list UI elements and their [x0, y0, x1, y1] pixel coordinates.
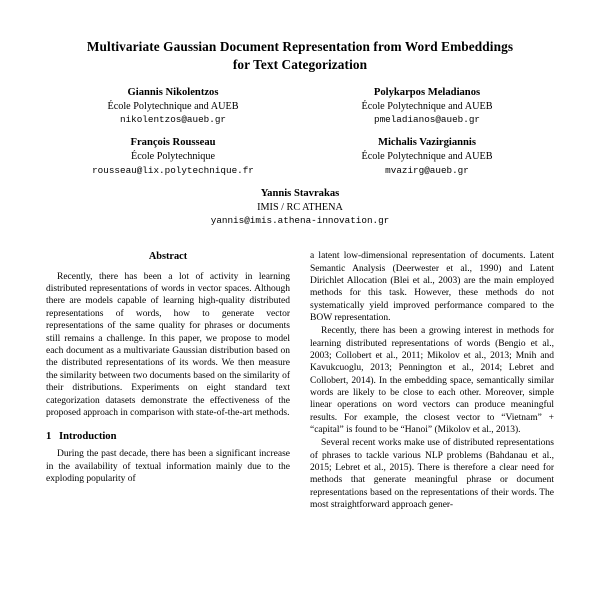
author-email[interactable]: pmeladianos@aueb.gr	[373, 114, 480, 126]
page-title	[46, 38, 554, 74]
author-entry-1	[46, 86, 300, 127]
abstract-heading: Abstract	[148, 251, 188, 263]
left-column	[46, 250, 290, 511]
author-name: Giannis Nikolentzos	[127, 86, 219, 98]
abstract-body	[46, 271, 290, 420]
section-number: 1	[46, 431, 52, 443]
author-name: Polykarpos Meladianos	[373, 86, 481, 98]
author-entry-2	[300, 86, 554, 127]
author-email[interactable]: yannis@imis.athena-innovation.gr	[210, 215, 390, 227]
author-affiliation: École Polytechnique	[130, 151, 216, 163]
author-row	[46, 86, 554, 136]
author-entry-4	[300, 136, 554, 177]
author-name: Michalis Vazirgiannis	[377, 137, 476, 149]
body-paragraph: Several recent works make use of distributed representations of phrases to tackle various NLP problems (Bahdanau et al., 2015; Lebret et al., 2015). There is therefore a clear need for methods that generate meaningful phrase or document representations based on the representations of their words. The most straightforward approach gener-	[310, 438, 554, 511]
author-affiliation: École Polytechnique and AUEB	[361, 151, 493, 163]
body-paragraph: a latent low-dimensional representation of documents. Latent Semantic Analysis (Deerwester et al., 1990) and Latent Dirichlet Allocation (Blei et al., 2003) are the main employed methods for this task. However, these methods do not systematically yield improved performance compared to the BOW representation.	[310, 251, 554, 324]
author-row	[46, 136, 554, 186]
body-paragraph: Recently, there has been a growing interest in methods for learning distributed representations of words (Bengio et al., 2003; Collobert et al., 2011; Mikolov et al., 2013; Mnih and Kavukcuoglu, 2013; Pennington et al., 2014; Lebret and Collobert, 2014). In the embedding space, semantically similar words are likely to be close to each other. Moreover, simple linear operations on word vectors can produce meaningful results. For example, the closest vector to “Vietnam” + “capital” is found to be “Hanoi” (Mikolov et al., 2013).	[310, 326, 554, 436]
section-title: Introduction	[59, 431, 117, 443]
author-row	[46, 187, 554, 237]
abstract-paragraph: Recently, there has been a lot of activity in learning distributed representations of words in vector spaces. Although there are models capable of learning high-quality distributed representations of words, how to generate vector representations of the same quality for phrases or documents still remains a challenge. In this paper, we propose to model each document as a multivariate Gaussian distribution based on the distributed representations of its words. We then measure the similarity between two documents based on the similarity of their distributions. Experiments on eight standard text categorization datasets demonstrate the effectiveness of the proposed approach in comparison with state-of-the-art methods.	[46, 271, 290, 418]
author-email[interactable]: mvazirg@aueb.gr	[385, 164, 469, 176]
author-entry-3	[46, 136, 300, 177]
author-affiliation: IMIS / RC ATHENA	[257, 201, 343, 213]
section-heading-introduction	[46, 430, 290, 444]
author-block	[46, 86, 554, 237]
author-name: François Rousseau	[130, 137, 216, 149]
section-paragraph: During the past decade, there has been a significant increase in the availability of textual information mainly due to the exploding popularity of	[46, 449, 290, 484]
author-affiliation: École Polytechnique and AUEB	[361, 100, 493, 112]
body-columns	[46, 250, 554, 511]
page-title-line-2: for Text Categorization	[232, 56, 368, 72]
author-entry-5	[46, 187, 554, 228]
right-column	[310, 250, 554, 511]
page-title-line-1: Multivariate Gaussian Document Representation from Word Embeddings	[86, 39, 514, 54]
author-email[interactable]: nikolentzos@aueb.gr	[119, 114, 226, 126]
author-affiliation: École Polytechnique and AUEB	[107, 100, 239, 112]
author-name: Yannis Stavrakas	[260, 187, 340, 199]
author-email[interactable]: rousseau@lix.polytechnique.fr	[92, 164, 254, 176]
